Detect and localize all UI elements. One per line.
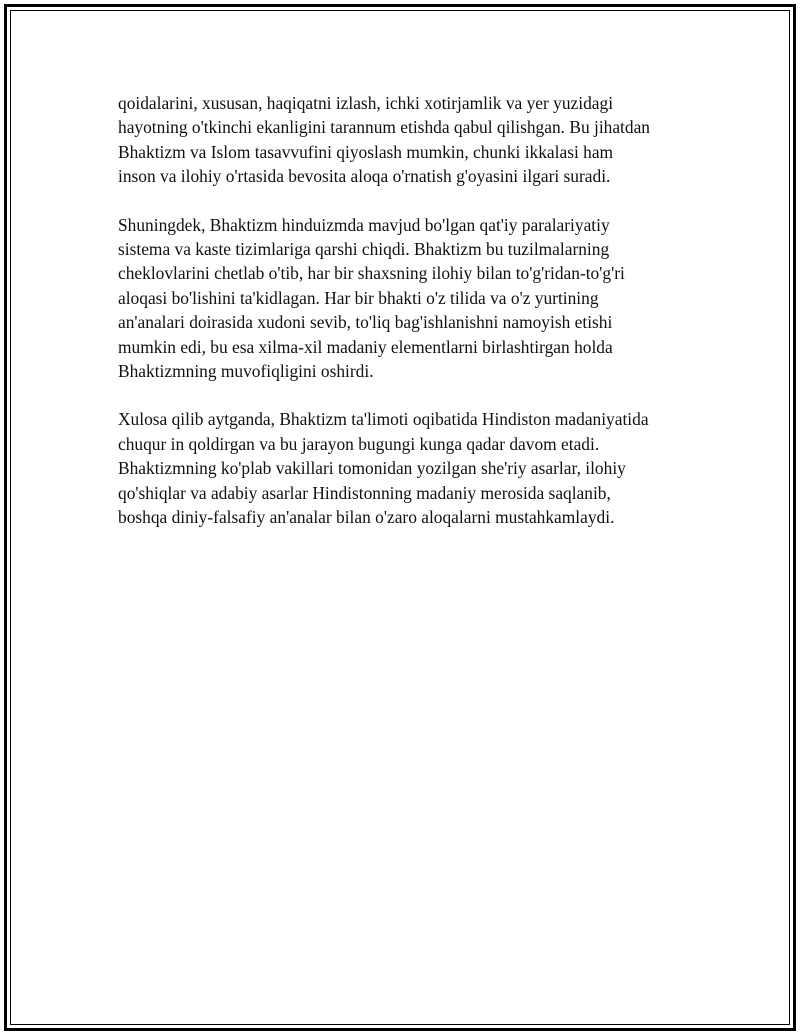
- paragraph-3: Xulosa qilib aytganda, Bhaktizm ta'limoti oqibatida Hindiston madaniyatida chuqur in qoldirgan va bu jarayon bugungi kunga qadar davom etadi. Bhaktizmning ko'plab vakillari tomonidan yozilgan she'riy asarlar, ilohiy qo'shiqlar va adabiy asarlar Hindistonning madaniy merosida saqlanib, boshqa diniy-falsafiy an'analar bilan o'zaro aloqalarni mustahkamlaydi.: [118, 409, 649, 528]
- paragraph-1: qoidalarini, xususan, haqiqatni izlash, ichki xotirjamlik va yer yuzidagi hayotning o'tkinchi ekanligini tarannum etishda qabul qilishgan. Bu jihatdan Bhaktizm va Islom tasavvufini qiyoslash mumkin, chunki ikkalasi ham inson va ilohiy o'rtasida bevosita aloqa o'rnatish g'oyasini ilgari suradi.: [118, 93, 651, 187]
- paragraph-2: Shuningdek, Bhaktizm hinduizmda mavjud bo'lgan qat'iy paralariyatiy sistema va kaste tizimlariga qarshi chiqdi. Bhaktizm bu tuzilmalarning cheklovlarini chetlab o'tib, har bir shaxsning ilohiy bilan to'g'ridan-to'g'ri aloqasi bo'lishini ta'kidlagan. Har bir bhakti o'z tilida va o'z yurtining an'analari doirasida xudoni sevib, to'liq bag'ishlanishni namoyish etishi mumkin edi, bu esa xilma-xil madaniy elementlarni birlashtirgan holda Bhaktizmning muvofiqligini oshirdi.: [118, 214, 625, 382]
- document-body: [118, 91, 698, 554]
